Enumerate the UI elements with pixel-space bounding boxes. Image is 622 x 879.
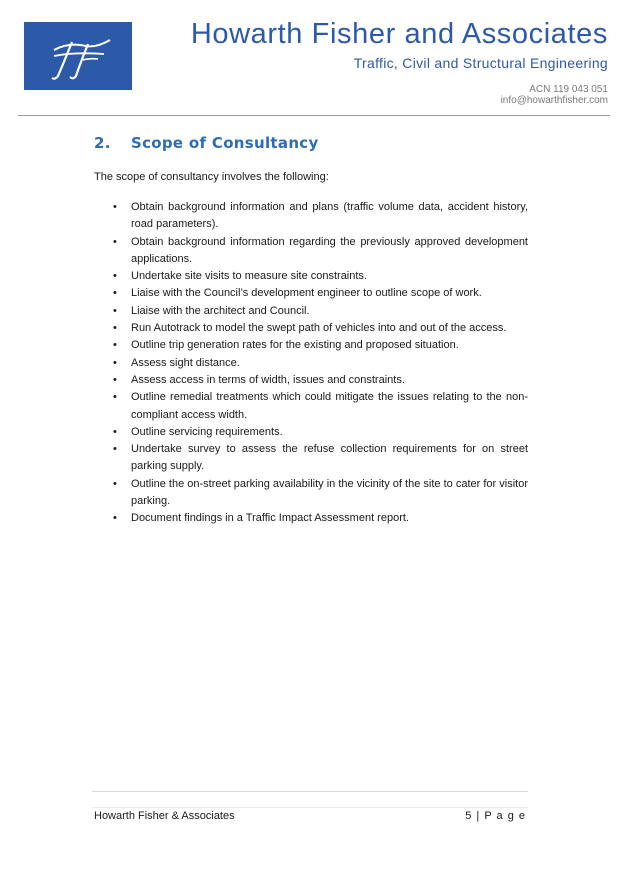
contact-email: info@howarthfisher.com: [500, 95, 608, 106]
list-item: [94, 389, 528, 424]
list-item: [94, 199, 528, 234]
hf-monogram-icon: [24, 22, 132, 90]
acn-number: ACN 119 043 051: [529, 84, 608, 95]
bullet-icon: •: [113, 477, 117, 490]
section-number: 2.: [94, 134, 111, 152]
page-number: 5 | P a g e: [465, 810, 526, 822]
list-item: [94, 320, 528, 337]
list-item-text: Liaise with the architect and Council.: [131, 304, 310, 317]
list-item-text: Outline remedial treatments which could mitigate the issues relating to the non-compliant access width.: [131, 391, 528, 421]
bullet-icon: •: [113, 512, 117, 525]
section-title: Scope of Consultancy: [131, 134, 319, 152]
bullet-icon: •: [113, 391, 117, 404]
list-item-text: Document findings in a Traffic Impact Assessment report.: [131, 512, 409, 525]
list-item-text: Undertake survey to assess the refuse collection requirements for on street parking supply.: [131, 443, 528, 473]
list-item-text: Obtain background information regarding the previously approved development applications.: [131, 235, 528, 265]
company-tagline: Traffic, Civil and Structural Engineering: [353, 55, 608, 71]
list-item: [94, 234, 528, 269]
list-item: [94, 424, 528, 441]
bullet-icon: •: [113, 425, 117, 438]
header-divider: [18, 115, 610, 116]
list-item-text: Outline the on-street parking availability in the vicinity of the site to cater for visitor parking.: [131, 477, 528, 508]
bullet-icon: •: [113, 287, 117, 300]
list-item: [94, 268, 528, 285]
footer-company: Howarth Fisher & Associates: [94, 810, 235, 822]
list-item-text: Assess sight distance.: [131, 356, 240, 369]
list-item: [94, 355, 528, 372]
list-item: [94, 303, 528, 320]
bullet-icon: •: [113, 356, 117, 369]
footer-divider-secondary: [92, 807, 528, 808]
bullet-icon: •: [113, 443, 117, 456]
list-item-text: Assess access in terms of width, issues and constraints.: [131, 373, 405, 386]
list-item: [94, 337, 528, 354]
list-item-text: Undertake site visits to measure site constraints.: [131, 270, 367, 283]
list-item-text: Liaise with the Council’s development engineer to outline scope of work.: [131, 287, 482, 300]
bullet-icon: •: [113, 201, 117, 213]
list-item: [94, 285, 528, 302]
list-item: [94, 510, 528, 527]
bullet-icon: •: [113, 373, 117, 386]
bullet-icon: •: [113, 322, 117, 335]
list-item-text: Outline servicing requirements.: [131, 425, 283, 438]
bullet-icon: •: [113, 270, 117, 283]
section-heading: [94, 134, 319, 152]
footer-divider: [92, 791, 528, 792]
list-item-text: Outline trip generation rates for the existing and proposed situation.: [131, 339, 459, 352]
scope-list: [94, 199, 528, 528]
company-logo: [24, 22, 132, 90]
company-name: Howarth Fisher and Associates: [190, 18, 608, 50]
list-item: [94, 476, 528, 511]
bullet-icon: •: [113, 235, 117, 248]
list-item-text: Obtain background information and plans (traffic volume data, accident history, road parameters).: [131, 201, 528, 231]
list-item: [94, 372, 528, 389]
bullet-icon: •: [113, 339, 117, 352]
bullet-icon: •: [113, 304, 117, 317]
intro-paragraph: The scope of consultancy involves the following:: [94, 171, 329, 183]
list-item-text: Run Autotrack to model the swept path of vehicles into and out of the access.: [131, 322, 507, 335]
list-item: [94, 441, 528, 476]
